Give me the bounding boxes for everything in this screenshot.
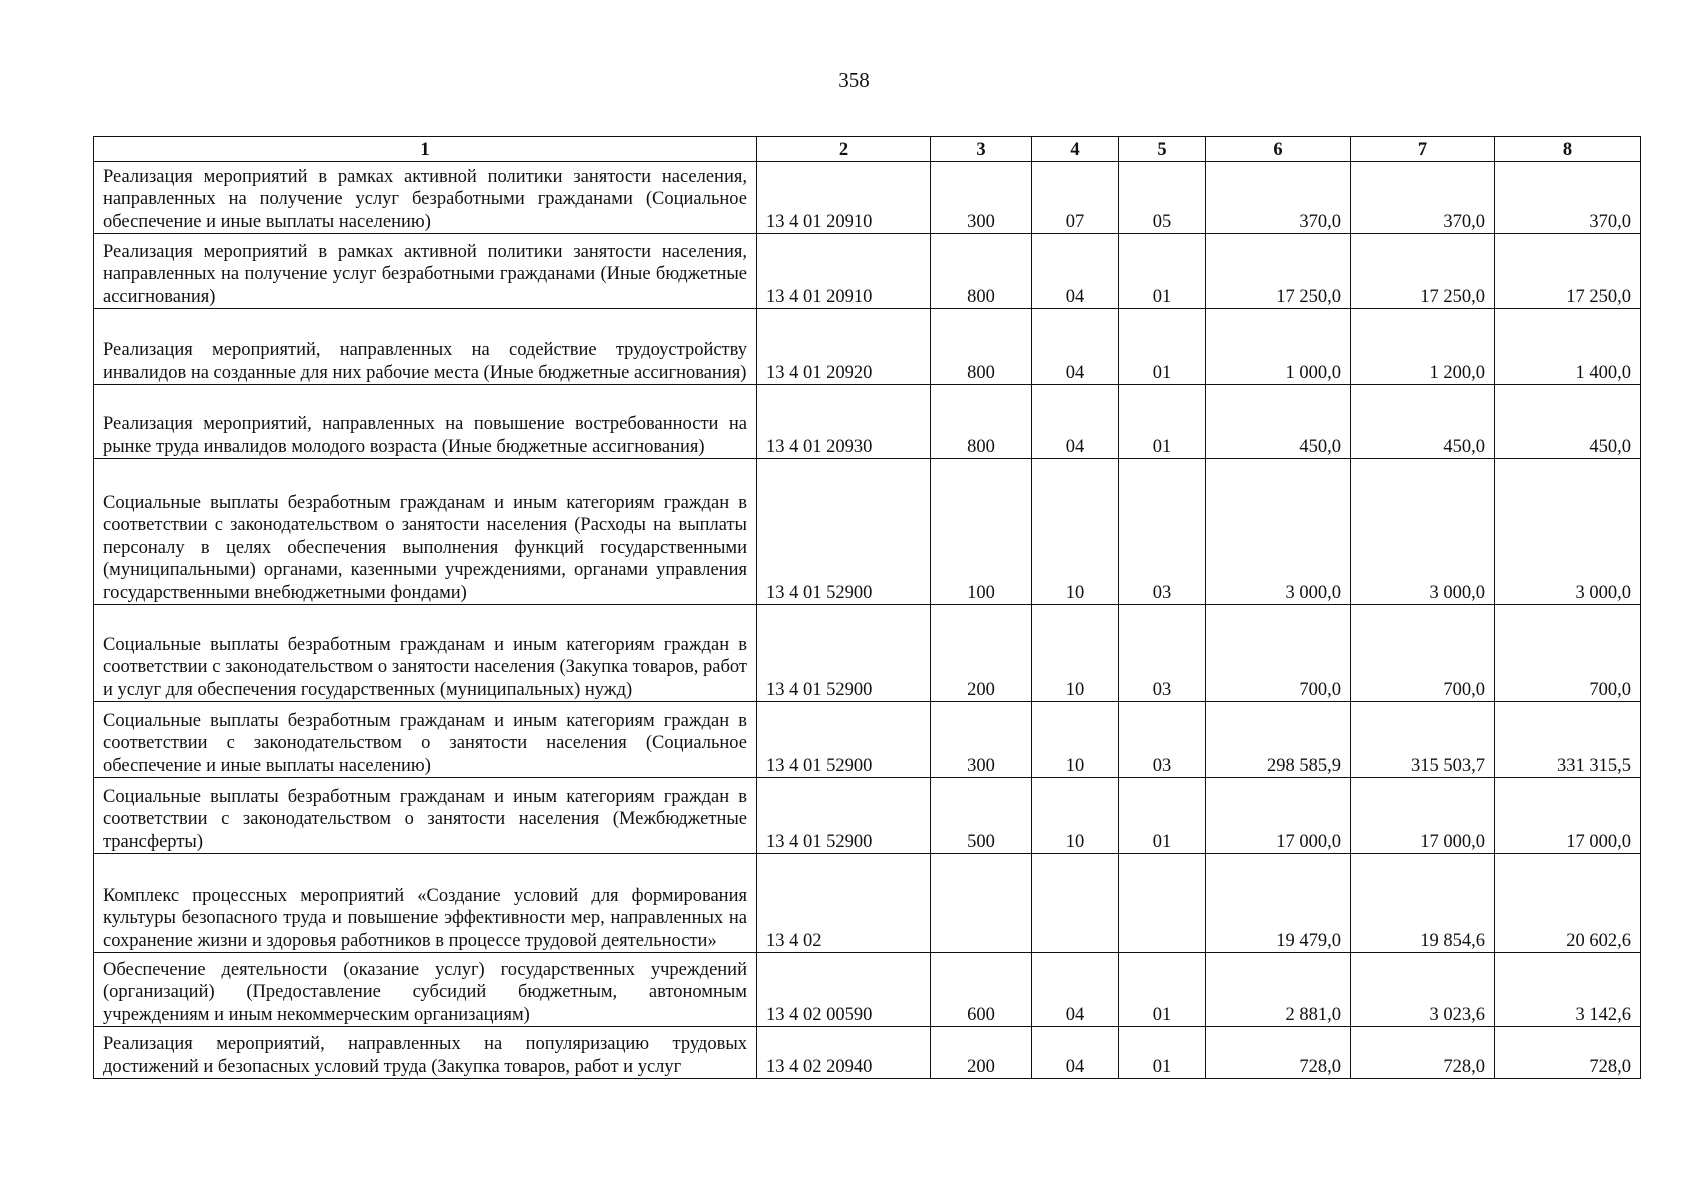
row-code: 13 4 01 20910 [757, 162, 931, 234]
row-code: 13 4 02 20940 [757, 1027, 931, 1079]
column-header: 2 [757, 137, 931, 162]
row-col3 [931, 854, 1032, 953]
header-row [94, 137, 1641, 162]
table-row [94, 234, 1641, 309]
row-value-8: 3 142,6 [1495, 953, 1641, 1027]
row-col4: 04 [1032, 953, 1119, 1027]
row-code: 13 4 01 20930 [757, 385, 931, 459]
table-row [94, 953, 1641, 1027]
budget-table [93, 136, 1641, 1079]
row-value-6: 2 881,0 [1206, 953, 1351, 1027]
row-col3: 200 [931, 605, 1032, 702]
row-col5: 01 [1119, 234, 1206, 309]
row-value-6: 700,0 [1206, 605, 1351, 702]
row-col5: 03 [1119, 702, 1206, 778]
row-value-8: 17 000,0 [1495, 778, 1641, 854]
row-col4: 04 [1032, 309, 1119, 385]
row-description: Реализация мероприятий, направленных на повышение востребованности на рынке труда инвалидов молодого возраста (Иные бюджетные ассигнования) [94, 385, 757, 459]
row-code: 13 4 01 52900 [757, 605, 931, 702]
row-col5 [1119, 854, 1206, 953]
row-value-6: 450,0 [1206, 385, 1351, 459]
row-col4: 04 [1032, 385, 1119, 459]
table-row [94, 778, 1641, 854]
row-description: Социальные выплаты безработным гражданам и иным категориям граждан в соответствии с законодательством о занятости населения (Межбюджетные трансферты) [94, 778, 757, 854]
table-row [94, 702, 1641, 778]
row-value-6: 370,0 [1206, 162, 1351, 234]
row-code: 13 4 02 [757, 854, 931, 953]
row-value-8: 370,0 [1495, 162, 1641, 234]
column-header: 7 [1351, 137, 1495, 162]
row-code: 13 4 01 52900 [757, 459, 931, 605]
row-col3: 500 [931, 778, 1032, 854]
row-value-8: 728,0 [1495, 1027, 1641, 1079]
row-col4: 07 [1032, 162, 1119, 234]
row-code: 13 4 01 20910 [757, 234, 931, 309]
row-description: Реализация мероприятий в рамках активной политики занятости населения, направленных на получение услуг безработными гражданами (Иные бюджетные ассигнования) [94, 234, 757, 309]
row-value-8: 17 250,0 [1495, 234, 1641, 309]
row-code: 13 4 01 52900 [757, 702, 931, 778]
row-col5: 01 [1119, 309, 1206, 385]
row-col3: 800 [931, 309, 1032, 385]
row-value-7: 450,0 [1351, 385, 1495, 459]
row-value-6: 3 000,0 [1206, 459, 1351, 605]
row-description: Социальные выплаты безработным гражданам и иным категориям граждан в соответствии с законодательством о занятости населения (Расходы на выплаты персоналу в целях обеспечения выполнения функций государственными (муниципальными) органами, казенными учреждениями, органами управления государственными внебюджетными фондами) [94, 459, 757, 605]
row-col3: 200 [931, 1027, 1032, 1079]
row-value-6: 1 000,0 [1206, 309, 1351, 385]
row-description: Обеспечение деятельности (оказание услуг) государственных учреждений (организаций) (Предоставление субсидий бюджетным, автономным учреждениям и иным некоммерческим организациям) [94, 953, 757, 1027]
row-description: Реализация мероприятий в рамках активной политики занятости населения, направленных на получение услуг безработными гражданами (Социальное обеспечение и иные выплаты населению) [94, 162, 757, 234]
row-col5: 03 [1119, 605, 1206, 702]
table-row [94, 1027, 1641, 1079]
row-value-8: 450,0 [1495, 385, 1641, 459]
column-header: 3 [931, 137, 1032, 162]
row-col5: 01 [1119, 778, 1206, 854]
row-value-7: 17 000,0 [1351, 778, 1495, 854]
row-description: Социальные выплаты безработным гражданам и иным категориям граждан в соответствии с законодательством о занятости населения (Закупка товаров, работ и услуг для обеспечения государственных (муниципальных) нужд) [94, 605, 757, 702]
row-col5: 01 [1119, 953, 1206, 1027]
row-col3: 100 [931, 459, 1032, 605]
row-col4: 04 [1032, 234, 1119, 309]
row-value-8: 3 000,0 [1495, 459, 1641, 605]
row-col4: 10 [1032, 702, 1119, 778]
row-value-6: 17 000,0 [1206, 778, 1351, 854]
row-value-7: 370,0 [1351, 162, 1495, 234]
row-col5: 01 [1119, 385, 1206, 459]
row-col4 [1032, 854, 1119, 953]
table-row [94, 459, 1641, 605]
row-value-7: 315 503,7 [1351, 702, 1495, 778]
row-value-7: 17 250,0 [1351, 234, 1495, 309]
row-col3: 300 [931, 162, 1032, 234]
row-code: 13 4 01 20920 [757, 309, 931, 385]
row-value-7: 19 854,6 [1351, 854, 1495, 953]
row-code: 13 4 02 00590 [757, 953, 931, 1027]
column-header: 4 [1032, 137, 1119, 162]
row-value-6: 17 250,0 [1206, 234, 1351, 309]
row-col5: 01 [1119, 1027, 1206, 1079]
row-code: 13 4 01 52900 [757, 778, 931, 854]
row-value-7: 3 023,6 [1351, 953, 1495, 1027]
column-header: 6 [1206, 137, 1351, 162]
row-col3: 300 [931, 702, 1032, 778]
page-number: 358 [838, 68, 870, 92]
row-value-8: 1 400,0 [1495, 309, 1641, 385]
row-description: Социальные выплаты безработным гражданам и иным категориям граждан в соответствии с законодательством о занятости населения (Социальное обеспечение и иные выплаты населению) [94, 702, 757, 778]
row-col4: 10 [1032, 605, 1119, 702]
row-value-7: 700,0 [1351, 605, 1495, 702]
column-header: 1 [94, 137, 757, 162]
row-col4: 04 [1032, 1027, 1119, 1079]
row-description: Комплекс процессных мероприятий «Создание условий для формирования культуры безопасного труда и повышение эффективности мер, направленных на сохранение жизни и здоровья работников в процессе трудовой деятельности» [94, 854, 757, 953]
row-value-6: 19 479,0 [1206, 854, 1351, 953]
row-description: Реализация мероприятий, направленных на содействие трудоустройству инвалидов на созданные для них рабочие места (Иные бюджетные ассигнования) [94, 309, 757, 385]
column-header: 8 [1495, 137, 1641, 162]
row-value-8: 20 602,6 [1495, 854, 1641, 953]
row-value-6: 298 585,9 [1206, 702, 1351, 778]
table-row [94, 385, 1641, 459]
column-header: 5 [1119, 137, 1206, 162]
row-value-6: 728,0 [1206, 1027, 1351, 1079]
row-value-7: 3 000,0 [1351, 459, 1495, 605]
table-row [94, 309, 1641, 385]
table-row [94, 605, 1641, 702]
row-col3: 600 [931, 953, 1032, 1027]
row-value-8: 331 315,5 [1495, 702, 1641, 778]
row-col3: 800 [931, 234, 1032, 309]
table-row [94, 854, 1641, 953]
row-col5: 05 [1119, 162, 1206, 234]
row-col5: 03 [1119, 459, 1206, 605]
row-col3: 800 [931, 385, 1032, 459]
row-col4: 10 [1032, 778, 1119, 854]
row-value-7: 728,0 [1351, 1027, 1495, 1079]
row-description: Реализация мероприятий, направленных на популяризацию трудовых достижений и безопасных условий труда (Закупка товаров, работ и услуг [94, 1027, 757, 1079]
row-value-8: 700,0 [1495, 605, 1641, 702]
table-row [94, 162, 1641, 234]
row-value-7: 1 200,0 [1351, 309, 1495, 385]
row-col4: 10 [1032, 459, 1119, 605]
